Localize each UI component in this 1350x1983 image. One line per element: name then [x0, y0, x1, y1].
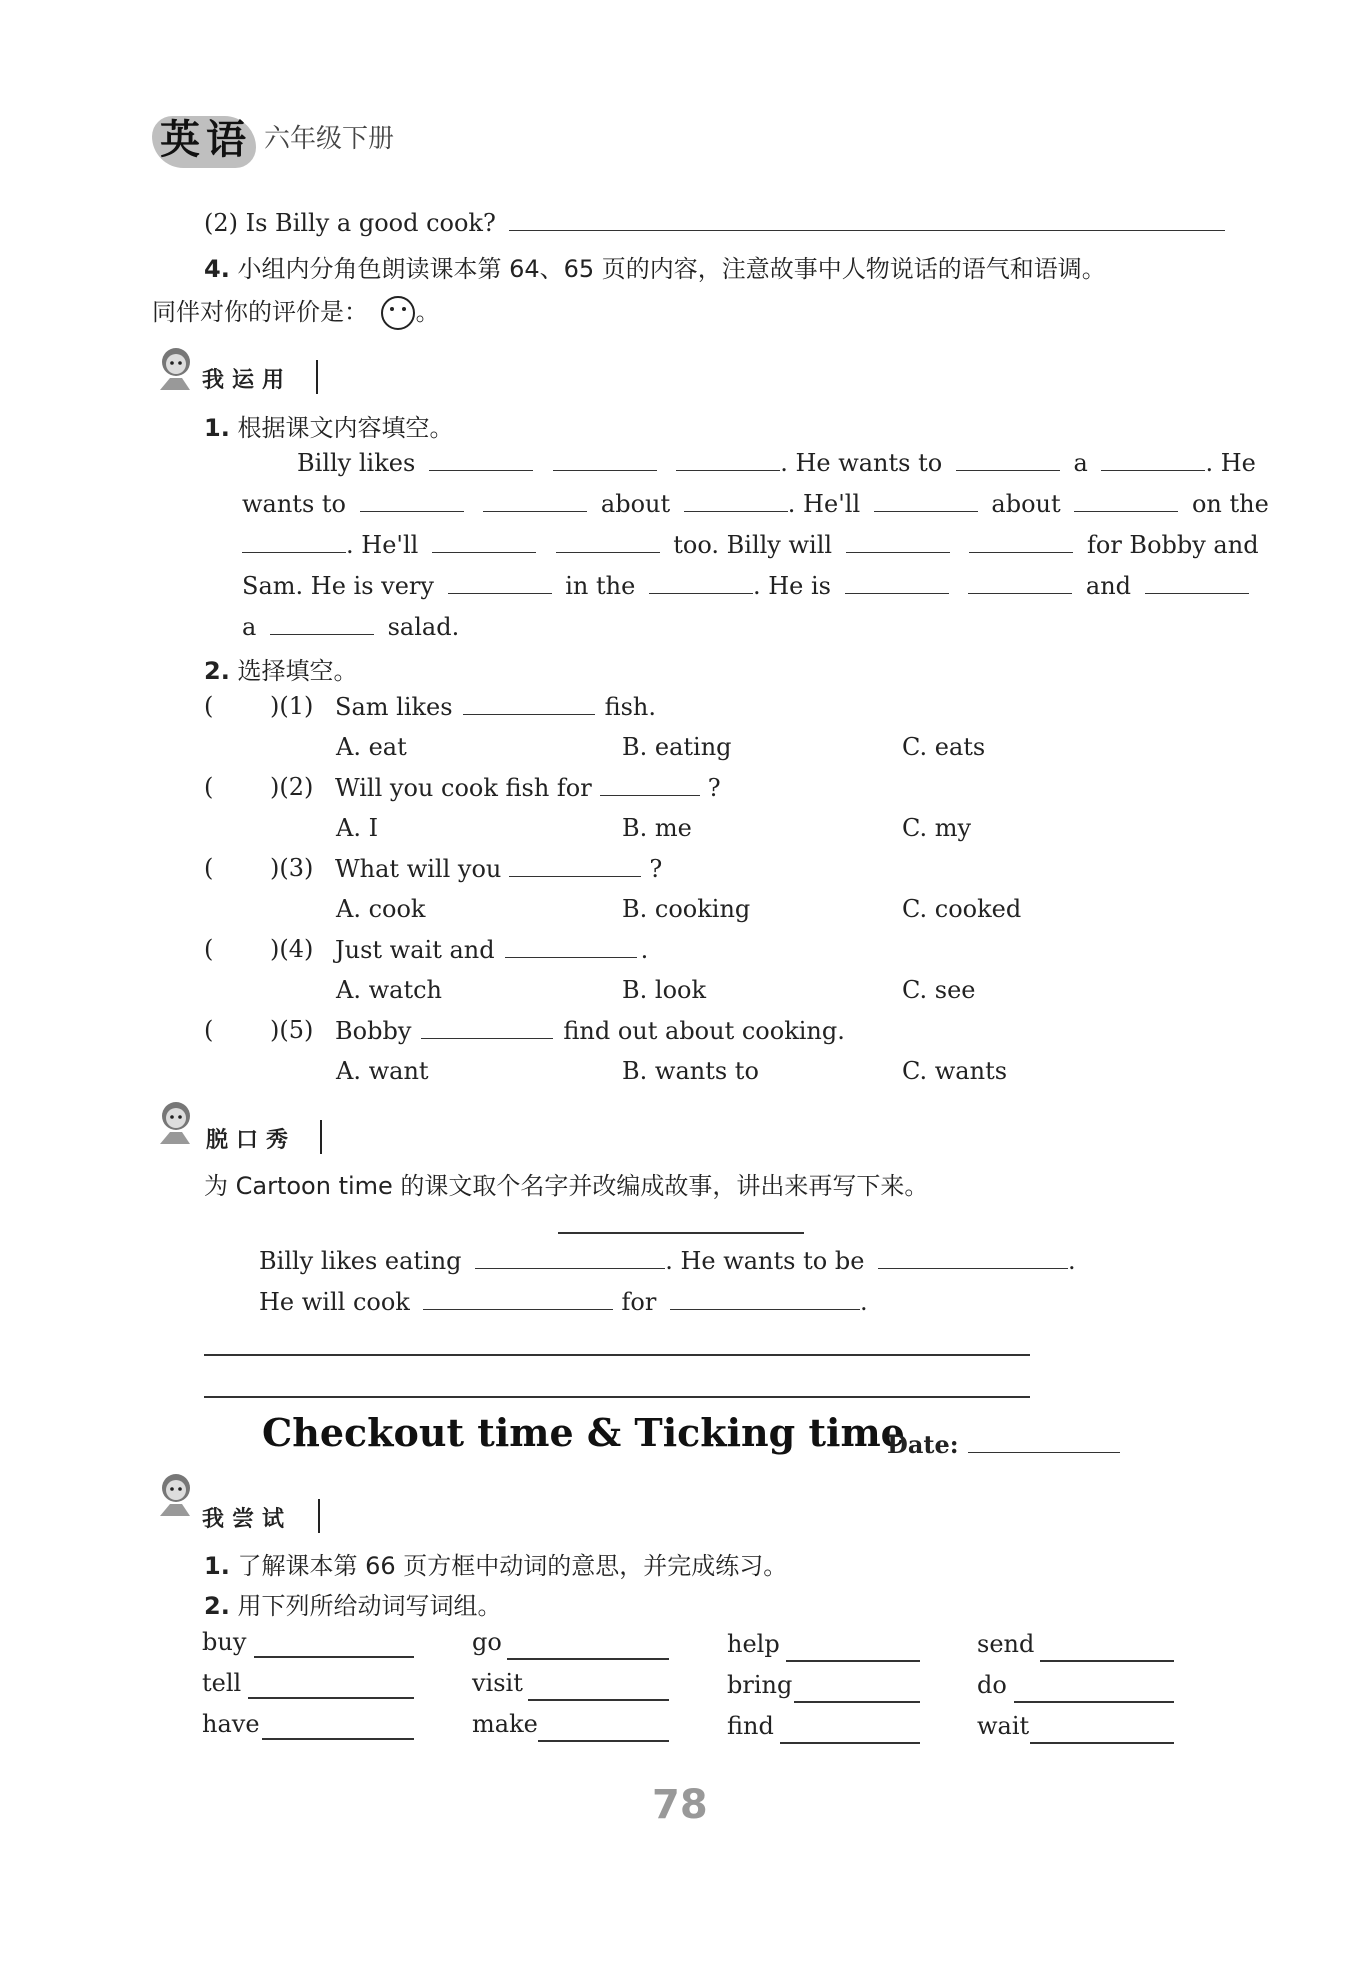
answer-blank[interactable]: [528, 1699, 669, 1701]
date-field: [887, 1430, 1126, 1459]
answer-blank[interactable]: [505, 935, 637, 958]
answer-blank[interactable]: [676, 448, 780, 471]
writing-line[interactable]: [204, 1354, 1030, 1356]
answer-blank[interactable]: [1030, 1742, 1174, 1744]
story-line-2: He will cook for .: [259, 1288, 868, 1316]
verb-label: have: [202, 1710, 260, 1738]
answer-blank[interactable]: [649, 571, 753, 594]
answer-blank[interactable]: [1014, 1701, 1174, 1703]
fill-line-5: a salad.: [242, 613, 460, 641]
header-title: 英语: [160, 117, 252, 163]
verb-label: bring: [727, 1671, 793, 1699]
try-question-1: 1. 了解课本第 66 页方框中动词的意思，并完成练习。: [204, 1552, 788, 1580]
answer-blank[interactable]: [878, 1246, 1068, 1269]
section-divider: [318, 1499, 320, 1533]
answer-paren-open[interactable]: (: [204, 773, 214, 801]
story-instruction: 为 Cartoon time 的课文取个名字并改编成故事，讲出来再写下来。: [204, 1172, 929, 1200]
answer-blank[interactable]: [956, 448, 1060, 471]
option-a[interactable]: A. want: [336, 1057, 429, 1085]
try-question-2: 2. 用下列所给动词写词组。: [204, 1592, 502, 1620]
answer-blank[interactable]: [794, 1701, 920, 1703]
section-label-wo-changshi: 我尝试: [202, 1507, 293, 1532]
option-b[interactable]: B. cooking: [622, 895, 751, 923]
answer-paren-open[interactable]: (: [204, 1016, 214, 1044]
answer-blank[interactable]: [1145, 571, 1249, 594]
verb-label: help: [727, 1630, 780, 1658]
option-b[interactable]: B. look: [622, 976, 707, 1004]
answer-blank[interactable]: [475, 1246, 665, 1269]
question-4-evaluation: 同伴对你的评价是： 。: [152, 292, 440, 331]
answer-blank[interactable]: [969, 530, 1073, 553]
option-c[interactable]: C. wants: [902, 1057, 1008, 1085]
question-2-billy-cook: (2) Is Billy a good cook?: [204, 208, 1231, 237]
option-b[interactable]: B. eating: [622, 733, 732, 761]
option-c[interactable]: C. my: [902, 814, 972, 842]
verb-label: do: [977, 1671, 1007, 1699]
answer-blank[interactable]: [360, 489, 464, 512]
option-a[interactable]: A. cook: [336, 895, 426, 923]
question-number: )(1): [270, 692, 314, 720]
verb-label: find: [727, 1712, 774, 1740]
answer-blank[interactable]: [448, 571, 552, 594]
answer-blank[interactable]: [262, 1738, 414, 1740]
fill-line-1: Billy likes . He wants to a . He: [297, 449, 1256, 477]
answer-blank[interactable]: [242, 530, 346, 553]
answer-blank[interactable]: [786, 1660, 920, 1662]
answer-paren-open[interactable]: (: [204, 854, 214, 882]
answer-blank[interactable]: [1074, 489, 1178, 512]
question-stem: Will you cook fish for ?: [335, 774, 721, 802]
verb-label: make: [472, 1710, 538, 1738]
date-label: Date:: [887, 1430, 959, 1459]
verb-label: wait: [977, 1712, 1030, 1740]
answer-blank[interactable]: [1040, 1660, 1174, 1662]
checkout-title: Checkout time & Ticking time: [262, 1410, 905, 1455]
answer-blank[interactable]: [423, 1287, 613, 1310]
option-c[interactable]: C. eats: [902, 733, 986, 761]
option-a[interactable]: A. I: [336, 814, 379, 842]
answer-blank[interactable]: [1101, 448, 1205, 471]
answer-blank[interactable]: [684, 489, 788, 512]
answer-blank[interactable]: [846, 530, 950, 553]
mascot-icon: [150, 344, 196, 396]
fill-line-2: wants to about . He'll about on the: [242, 490, 1269, 518]
question-stem: Bobby find out about cooking.: [335, 1017, 845, 1045]
question-stem: What will you ?: [335, 855, 663, 883]
answer-blank[interactable]: [248, 1697, 414, 1699]
answer-blank[interactable]: [600, 773, 700, 796]
date-input[interactable]: [968, 1430, 1120, 1453]
question-number: )(3): [270, 854, 314, 882]
answer-blank[interactable]: [538, 1740, 669, 1742]
section-label-tuokouxiu: 脱口秀: [206, 1128, 297, 1153]
answer-blank[interactable]: [556, 530, 660, 553]
story-title-blank[interactable]: [558, 1232, 804, 1234]
answer-blank[interactable]: [507, 1658, 669, 1660]
option-a[interactable]: A. eat: [336, 733, 407, 761]
verb-label: visit: [472, 1669, 523, 1697]
answer-blank[interactable]: [670, 1287, 860, 1310]
answer-blank[interactable]: [463, 692, 595, 715]
answer-blank[interactable]: [845, 571, 949, 594]
answer-blank[interactable]: [421, 1016, 553, 1039]
page-number: 78: [652, 1782, 708, 1828]
fill-question-title: 1. 根据课文内容填空。: [204, 414, 454, 442]
verb-label: go: [472, 1628, 502, 1656]
fill-line-4: Sam. He is very in the . He is and: [242, 571, 1255, 600]
question-4: 4. 小组内分角色朗读课本第 64、65 页的内容，注意故事中人物说话的语气和语调。: [204, 255, 1106, 283]
answer-blank[interactable]: [483, 489, 587, 512]
question-number: )(2): [270, 773, 314, 801]
story-line-1: Billy likes eating . He wants to be .: [259, 1247, 1076, 1275]
answer-blank[interactable]: [509, 208, 1225, 231]
choice-question-title: 2. 选择填空。: [204, 657, 358, 685]
answer-blank[interactable]: [254, 1656, 414, 1658]
answer-blank[interactable]: [432, 530, 536, 553]
option-c[interactable]: C. see: [902, 976, 976, 1004]
question-number: )(5): [270, 1016, 314, 1044]
answer-paren-open[interactable]: (: [204, 692, 214, 720]
answer-blank[interactable]: [509, 854, 641, 877]
mascot-icon: [150, 1470, 196, 1522]
verb-label: send: [977, 1630, 1035, 1658]
question-stem: Just wait and .: [335, 936, 649, 964]
option-b[interactable]: B. me: [622, 814, 692, 842]
section-label-wo-yunyong: 我运用: [202, 368, 293, 393]
question-number: )(4): [270, 935, 314, 963]
smiley-face-icon: [380, 295, 416, 331]
writing-line[interactable]: [204, 1396, 1030, 1398]
option-a[interactable]: A. watch: [336, 976, 442, 1004]
section-divider: [316, 360, 318, 394]
answer-blank[interactable]: [968, 571, 1072, 594]
fill-line-3: . He'll too. Billy will for Bobby and: [242, 530, 1259, 559]
header-subtitle: 六年级下册: [264, 124, 395, 154]
answer-blank[interactable]: [780, 1742, 920, 1744]
mascot-icon: [150, 1098, 196, 1150]
answer-blank[interactable]: [553, 448, 657, 471]
answer-blank[interactable]: [429, 448, 533, 471]
option-c[interactable]: C. cooked: [902, 895, 1022, 923]
section-divider: [320, 1120, 322, 1154]
verb-label: tell: [202, 1669, 242, 1697]
answer-blank[interactable]: [270, 612, 374, 635]
option-b[interactable]: B. wants to: [622, 1057, 759, 1085]
verb-label: buy: [202, 1628, 247, 1656]
answer-paren-open[interactable]: (: [204, 935, 214, 963]
answer-blank[interactable]: [874, 489, 978, 512]
question-stem: Sam likes fish.: [335, 693, 656, 721]
